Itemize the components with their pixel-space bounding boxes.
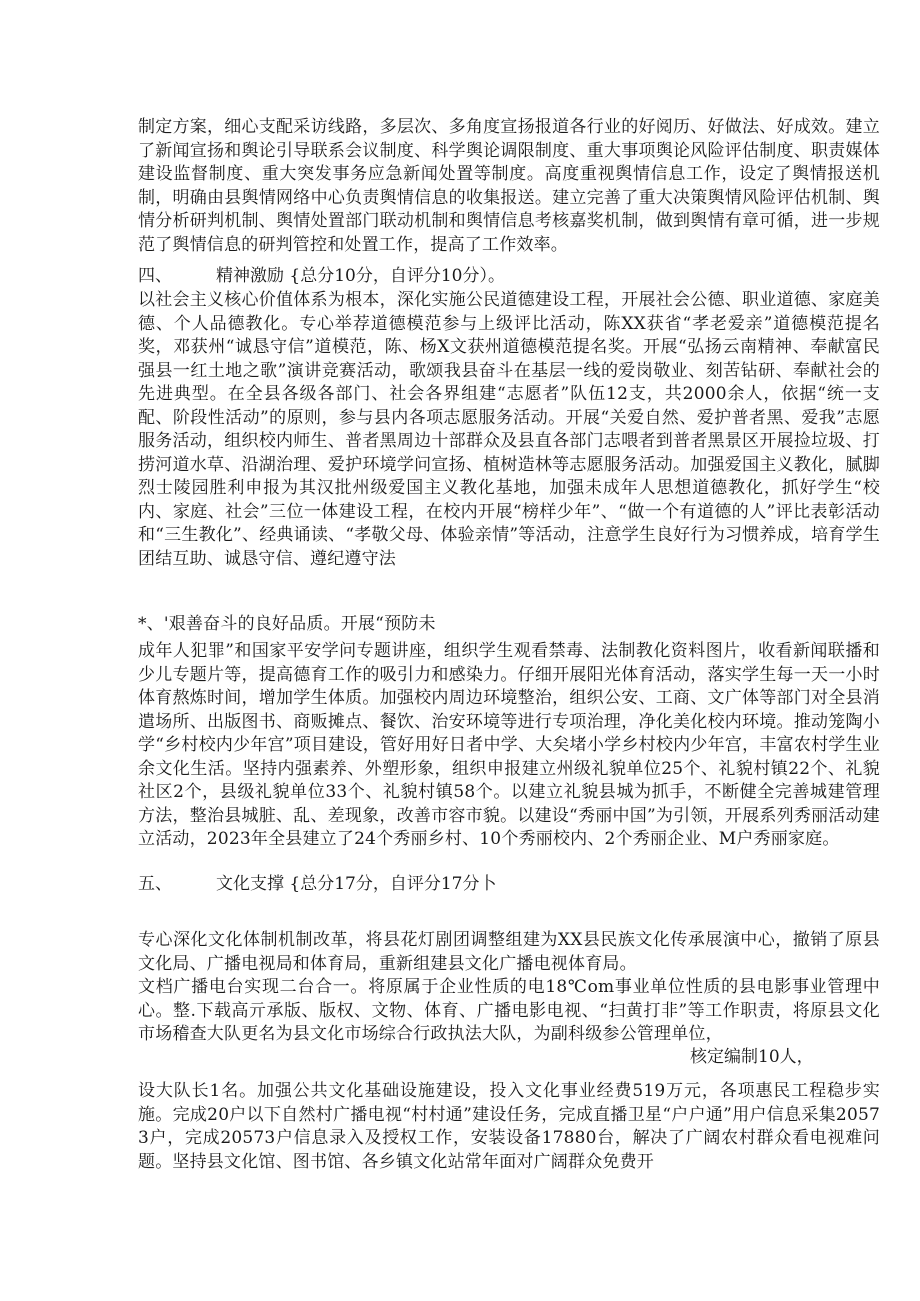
section-number: 五、 [138,874,172,894]
paragraph-youth-safety: 成年人犯罪”和国家平安学问专题讲座，组织学生观看禁毒、法制教化资料图片，收看新闻联播和少儿专题片等，提高德育工作的吸引力和感染力。仔细开展阳光体育活动，落实学生每一天一小时体育熬炼时间，增加学生体质。加强校内周边环境整治，组织公安、工商、文广体等部门对全县消遣场所、出版图书、商贩摊点、餐饮、治安环境等进行专项治理，净化美化校内环境。推动笼陶小学“乡村校内少年宫”项目建设，管好用好日者中学、大矣堵小学乡村校内少年宫，丰富农村学生业余文化生活。坚持内强素养、外塑形象，组织申报建立州级礼貌单位25个、礼貌村镇22个、礼貌社区2个，县级礼貌单位33个、礼貌村镇58个。以建立礼貌县城为抓手，不断健全完善城建管理方法，整治县城脏、乱、差现象，改善市容市貌。以建设“秀丽中国”为引领，开展系列秀丽活动建立活动，2023年全县建立了24个秀丽乡村、10个秀丽校内、2个秀丽企业、M户秀丽家庭。 [138,641,880,849]
paragraph-public-opinion: 制定方案，细心支配采访线路，多层次、多角度宣扬报道各行业的好阅历、好做法、好成效。建立了新闻宣扬和舆论引导联系会议制度、科学舆论调限制度、重大事项舆论风险评估制度、职责媒体建设监督制度、重大突发事务应急新闻处置等制度。高度重视舆情信息工作，设定了舆情报送机制，明确由县舆情网络中心负责舆情信息的收集报送。建立完善了重大决策舆情风险评估机制、舆情分析研判机制、舆情处置部门联动机制和舆情信息考核嘉奖机制，做到舆情有章可循，进一步规范了舆情信息的研判管控和处置工作，提高了工作效率。 [138,117,880,255]
paragraph-radio-merge: 文档广播电台实现二台合一。将原属于企业性质的电18℃om事业单位性质的县电影事业管理中心。整.下载高亓承版、版权、文物、体育、广播电影电视、“扫黄打非”等工作职责，将原县文化市场稽查大队更名为县文化市场综合行政执法大队，为副科级参公管理单位， [138,977,880,1044]
section-number: 四、 [138,266,172,286]
section-title: 文化支撑 {总分17分，自评分17分卜 [216,874,497,894]
section-heading-four [138,265,505,289]
paragraph-culture-reform: 专心深化文化体制机制改革，将县花灯剧团调整组建为XX县民族文化传承展演中心，撤销了原县文化局、广播电视局和体育局，重新组建县文化广播电视体育局。 [138,930,880,974]
paragraph-moral-education: 以社会主义核心价值体系为根本，深化实施公民道德建设工程，开展社会公德、职业道德、家庭美德、个人品德教化。专心举荐道德模范参与上级评比活动，陈XX获省“孝老爱亲”道德模范提名奖，邓获州“诚恳守信”道模范，陈、杨X文获州道德模范提名奖。开展“弘扬云南精神、奉献富民强县一红土地之歌”演讲竞赛活动，歌颂我县奋斗在基层一线的爱岗敬业、刻苦钻研、奉献社会的先进典型。在全县各级各部门、社会各界组建“志愿者”队伍12支，共2000余人，依据“统一支配、阶段性活动”的原则，参与县内各项志愿服务活动。开展“关爱自然、爱护普者黑、爱我”志愿服务活动，组织校内师生、普者黑周边十部群众及县直各部门志喂者到普者黑景区开展捡垃圾、打捞河道水草、沿湖治理、爱护环境学问宣扬、植树造林等志愿服务活动。加强爱国主义教化，腻脚烈士陵园胜利申报为其汉批州级爱国主义教化基地，加强未成年人思想道德教化，抓好学生“校内、家庭、社会”三位一体建设工程，在校内开展“榜样少年”、“做一个有道德的人”评比表彰活动和“三生教化”、经典诵读、“孝敬父母、体验亲情”等活动，注意学生良好行为习惯养成，培育学生团结互助、诚恳守信、遵纪遵守法 [138,290,880,569]
staffing-line: 核定编制10人， [690,1047,814,1067]
paragraph-fragment: *、'艰善奋斗的良好品质。开展“预防未 [138,614,436,634]
paragraph-infrastructure: 设大队长1名。加强公共文化基础设施建设，投入文化事业经费519万元，各项惠民工程稳步实施。完成20户以下自然村广播电视“村村通”建设任务，完成直播卫星“户户通”用户信息采集20573户，完成20573户信息录入及授权工作，安装设备17880台，解决了广阔农村群众看电视难问题。坚持县文化馆、图书馆、各乡镇文化站常年面对广阔群众免费开 [138,1081,880,1172]
section-title: 精神激励 {总分10分，自评分10分）。 [216,266,505,286]
section-heading-five [138,873,496,897]
